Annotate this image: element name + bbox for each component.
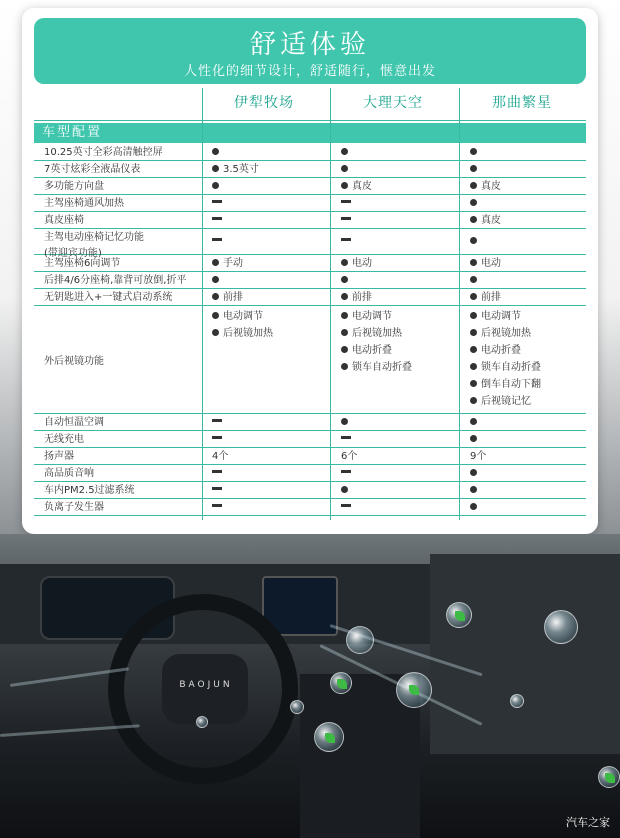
standard-dot (470, 329, 477, 336)
feature-label (44, 179, 104, 195)
feature-label (44, 500, 104, 516)
list-item (470, 376, 541, 393)
table-row (34, 195, 586, 212)
value-cell (470, 144, 481, 161)
value-cell (341, 212, 351, 229)
standard-dot (212, 165, 219, 172)
column-header-naqu: 那曲繁星 (492, 95, 552, 111)
table-row (34, 161, 586, 178)
feature-label (44, 415, 104, 431)
standard-dot (470, 469, 477, 476)
feature-text: 车内PM2.5过滤系统 (44, 484, 135, 496)
not-available-dash (212, 470, 222, 473)
value-text: 真皮 (481, 181, 501, 192)
standard-dot (341, 486, 348, 493)
standard-dot (470, 259, 477, 266)
value-cell (212, 144, 223, 161)
watermark: 汽车之家 (566, 816, 610, 829)
value-cell (470, 499, 481, 516)
value-text: 前排 (223, 292, 243, 303)
value-text: 手动 (223, 258, 243, 269)
feature-text: 主驾座椅通风加热 (44, 197, 124, 209)
feature-text: 主驾座椅6向调节 (44, 257, 121, 269)
feature-text: 扬声器 (44, 450, 74, 462)
standard-dot (341, 329, 348, 336)
list-item (470, 325, 541, 342)
page-subtitle: 人性化的细节设计，舒适随行，惬意出发 (183, 64, 436, 79)
value-text: 后视镜加热 (481, 328, 531, 339)
brand-logo: BAOJUN (179, 680, 233, 690)
mirror-feature-list (470, 308, 541, 410)
feature-text: 无线充电 (44, 433, 84, 445)
air-bubble (446, 602, 472, 628)
value-cell (470, 431, 481, 448)
table-row (34, 414, 586, 431)
value-text: 前排 (481, 292, 501, 303)
list-item (341, 325, 412, 342)
page-title: 舒适体验 (249, 30, 370, 60)
list-item (470, 342, 541, 359)
table-row (34, 448, 586, 465)
column-divider (459, 88, 460, 520)
feature-text: 负离子发生器 (44, 501, 104, 513)
value-cell (470, 482, 481, 499)
table-row-mirror (34, 306, 586, 414)
standard-dot (470, 199, 477, 206)
feature-label (44, 466, 94, 482)
value-text: 6个 (341, 451, 358, 462)
value-cell (341, 195, 351, 212)
value-cell (341, 499, 351, 516)
feature-label (44, 449, 74, 465)
value-cell (470, 448, 486, 465)
value-cell (470, 195, 481, 212)
feature-text: 自动恒温空调 (44, 416, 104, 428)
value-cell (212, 499, 222, 516)
standard-dot (212, 329, 219, 336)
feature-text: 高品质音响 (44, 467, 94, 479)
value-text: 电动 (352, 258, 372, 269)
standard-dot (341, 165, 348, 172)
value-text: 电动折叠 (352, 345, 392, 356)
feature-text: 真皮座椅 (44, 214, 84, 226)
standard-dot (470, 486, 477, 493)
feature-text: 主驾电动座椅记忆功能 (44, 232, 144, 243)
value-text: 电动折叠 (481, 345, 521, 356)
feature-text: 多功能方向盘 (44, 180, 104, 192)
value-cell (341, 144, 352, 161)
standard-dot (341, 293, 348, 300)
standard-dot (212, 259, 219, 266)
feature-label (44, 256, 120, 272)
standard-dot (212, 148, 219, 155)
value-cell (212, 229, 222, 255)
value-cell (212, 465, 222, 482)
standard-dot (470, 276, 477, 283)
feature-label (44, 145, 163, 161)
not-available-dash (341, 200, 351, 203)
value-cell (341, 255, 372, 272)
value-cell (341, 482, 352, 499)
standard-dot (470, 148, 477, 155)
value-text: 电动调节 (223, 311, 263, 322)
not-available-dash (212, 419, 222, 422)
standard-dot (341, 182, 348, 189)
standard-dot (470, 237, 477, 244)
value-cell (470, 272, 481, 289)
table-row (34, 431, 586, 448)
list-item (341, 342, 412, 359)
table-row (34, 272, 586, 289)
table-row (34, 144, 586, 161)
standard-dot (212, 293, 219, 300)
not-available-dash (212, 200, 222, 203)
feature-label (44, 213, 84, 229)
feature-text: 10.25英寸全彩高清触控屏 (44, 146, 163, 158)
feature-text: 无钥匙进入+一键式启动系统 (44, 291, 173, 303)
value-text: 真皮 (352, 181, 372, 192)
value-cell (341, 448, 357, 465)
standard-dot (470, 363, 477, 370)
feature-label: 外后视镜功能 (44, 356, 104, 367)
list-item (341, 359, 412, 376)
value-cell (212, 161, 259, 178)
value-cell (470, 414, 481, 431)
column-header-dali: 大理天空 (363, 95, 423, 111)
air-bubble (598, 766, 620, 788)
table-row (34, 289, 586, 306)
not-available-dash (341, 470, 351, 473)
value-cell (212, 255, 243, 272)
value-text: 后视镜加热 (352, 328, 402, 339)
value-cell (212, 272, 223, 289)
standard-dot (470, 293, 477, 300)
value-cell (212, 178, 223, 195)
air-bubble (396, 672, 432, 708)
value-cell (212, 414, 222, 431)
table-row (34, 212, 586, 229)
interior-photo (0, 534, 620, 838)
mirror-feature-list (212, 308, 273, 342)
standard-dot (341, 363, 348, 370)
value-text: 后视镜加热 (223, 328, 273, 339)
value-cell (470, 229, 481, 255)
value-cell (470, 212, 501, 229)
table-row (34, 229, 586, 259)
list-item (470, 359, 541, 376)
not-available-dash (212, 238, 222, 241)
value-text: 电动调节 (352, 311, 392, 322)
standard-dot (470, 397, 477, 404)
standard-dot (341, 276, 348, 283)
air-bubble (314, 722, 344, 752)
not-available-dash (341, 238, 351, 241)
standard-dot (470, 182, 477, 189)
table-row (34, 178, 586, 195)
value-text: 真皮 (481, 215, 501, 226)
not-available-dash (212, 217, 222, 220)
value-cell (212, 482, 222, 499)
list-item (212, 308, 273, 325)
feature-label (44, 483, 135, 499)
column-divider (202, 88, 203, 520)
value-cell (470, 178, 501, 195)
value-cell (341, 414, 352, 431)
value-text: 锁车自动折叠 (352, 362, 412, 373)
value-cell (212, 289, 243, 306)
table-row (34, 499, 586, 516)
standard-dot (470, 165, 477, 172)
feature-label (44, 196, 124, 212)
not-available-dash (212, 487, 222, 490)
value-cell (341, 431, 351, 448)
header-divider (34, 120, 586, 121)
header-banner (34, 18, 586, 84)
table-row (34, 465, 586, 482)
feature-text: (带迎宾功能) (44, 248, 102, 259)
feature-label (44, 432, 84, 448)
feature-text: 后排4/6分座椅,靠背可放倒,折平 (44, 274, 187, 286)
value-text: 4个 (212, 451, 229, 462)
value-cell (341, 289, 372, 306)
value-text: 电动调节 (481, 311, 521, 322)
value-text: 后视镜记忆 (481, 396, 531, 407)
value-cell (341, 178, 372, 195)
list-item (341, 308, 412, 325)
standard-dot (341, 312, 348, 319)
air-bubble (196, 716, 208, 728)
standard-dot (470, 435, 477, 442)
standard-dot (212, 312, 219, 319)
standard-dot (341, 418, 348, 425)
standard-dot (470, 503, 477, 510)
standard-dot (341, 148, 348, 155)
value-text: 电动 (481, 258, 501, 269)
standard-dot (341, 346, 348, 353)
air-bubble (290, 700, 304, 714)
table-row (34, 482, 586, 499)
standard-dot (470, 346, 477, 353)
value-text: 前排 (352, 292, 372, 303)
not-available-dash (212, 436, 222, 439)
column-divider (330, 88, 331, 520)
standard-dot (212, 182, 219, 189)
value-text: 9个 (470, 451, 487, 462)
value-cell (341, 229, 351, 255)
value-cell (212, 195, 222, 212)
value-cell (341, 465, 351, 482)
not-available-dash (341, 436, 351, 439)
value-text: 3.5英寸 (223, 164, 259, 175)
value-text: 锁车自动折叠 (481, 362, 541, 373)
value-text: 倒车自动下翻 (481, 379, 541, 390)
not-available-dash (341, 217, 351, 220)
standard-dot (341, 259, 348, 266)
mirror-feature-list (341, 308, 412, 376)
air-bubble (346, 626, 374, 654)
air-bubble (544, 610, 578, 644)
table-row (34, 255, 586, 272)
feature-label (44, 290, 172, 306)
value-cell (470, 161, 481, 178)
air-bubble (330, 672, 352, 694)
value-cell (341, 161, 352, 178)
value-cell (470, 465, 481, 482)
standard-dot (470, 418, 477, 425)
not-available-dash (341, 504, 351, 507)
standard-dot (212, 276, 219, 283)
standard-dot (470, 380, 477, 387)
feature-text: 7英寸炫彩全液晶仪表 (44, 163, 141, 175)
value-cell (212, 431, 222, 448)
list-item (470, 393, 541, 410)
feature-label (44, 273, 186, 289)
air-bubble (510, 694, 524, 708)
list-item (212, 325, 273, 342)
section-header: 车型配置 (34, 123, 586, 143)
feature-label (44, 162, 140, 178)
not-available-dash (212, 504, 222, 507)
standard-dot (470, 216, 477, 223)
value-cell (470, 255, 501, 272)
value-cell (212, 448, 228, 465)
standard-dot (470, 312, 477, 319)
list-item (470, 308, 541, 325)
column-header-yili: 伊犁牧场 (234, 95, 294, 111)
value-cell (341, 272, 352, 289)
door-panel (430, 554, 620, 754)
value-cell (212, 212, 222, 229)
value-cell (470, 289, 501, 306)
